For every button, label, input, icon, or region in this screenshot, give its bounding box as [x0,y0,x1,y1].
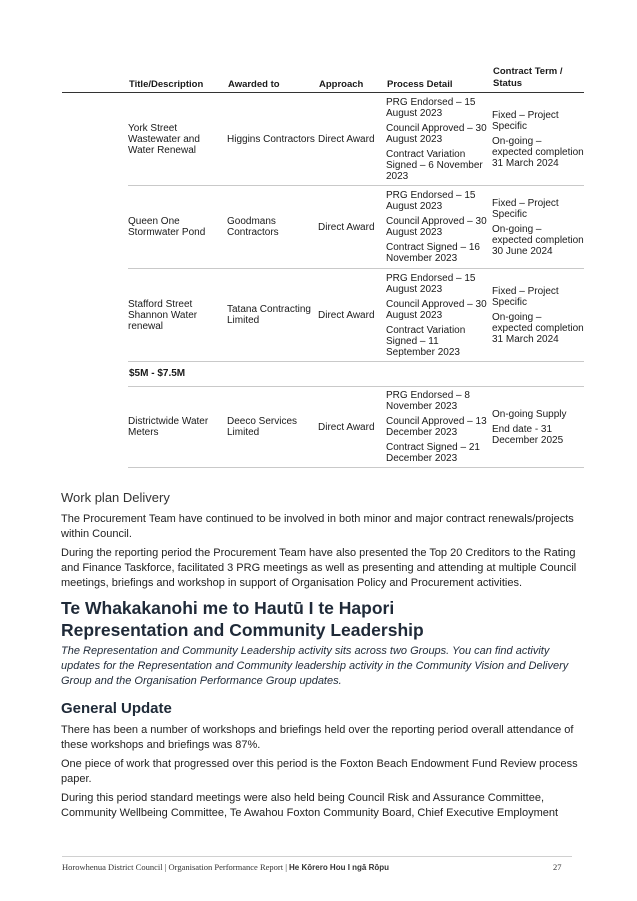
table-row [128,186,584,269]
cell-approach: Direct Award [318,221,375,233]
workplan-heading: Work plan Delivery [61,490,170,505]
cell-term: On-going Supply End date - 31 December 2025 [492,408,567,446]
table-row [128,93,584,186]
footer-text [62,862,389,872]
cell-term: Fixed – Project Specific On-going – expected completion 30 June 2024 [492,197,584,257]
footer-org: Horowhenua District Council | Organisation Performance Report | [62,862,287,872]
header-title: Title/Description [129,79,204,90]
cell-title: York Street Wastewater and Water Renewal [128,122,200,156]
header-process: Process Detail [387,79,453,90]
footer-rule [62,856,572,857]
cell-approach: Direct Award [318,309,375,321]
workplan-paragraph-1: The Procurement Team have continued to be involved in both minor and major contract renewals/projects within Council. [61,513,574,540]
general-paragraph-1: There has been a number of workshops and briefings held over the reporting period overall attendance of these workshops and briefings was 87%. [61,724,574,751]
value-band-row [128,362,584,387]
section-title-maori: Te Whakakanohi me to Hautū I te Hapori [61,598,395,618]
general-paragraph-3: During this period standard meetings were also held being Council Risk and Assurance Committee, Community Wellbeing Committee, Te Awahou Foxton Community Board, Chief Executive Employment [61,792,559,819]
header-awarded: Awarded to [228,79,280,90]
cell-approach: Direct Award [318,133,375,145]
cell-title: Queen One Stormwater Pond [128,216,206,238]
cell-awarded: Tatana Contracting Limited [227,304,311,326]
cell-process: PRG Endorsed – 15 August 2023 Council Approved – 30 August 2023 Contract Variation Signed – 6 November 2023 [386,96,487,182]
cell-term: Fixed – Project Specific On-going – expected completion 31 March 2024 [492,109,584,169]
workplan-paragraph-2: During the reporting period the Procurement Team have also presented the Top 20 Creditors to the Rating and Finance Taskforce, facilitated 3 PRG meetings as well as presenting and attending at multiple Council meetings, briefings and workshop in support of Organisation Policy and Procurement activities. [61,547,577,589]
cell-awarded: Goodmans Contractors [227,216,279,238]
cell-process: PRG Endorsed – 15 August 2023 Council Approved – 30 August 2023 Contract Signed – 16 November 2023 [386,190,487,264]
cell-process: PRG Endorsed – 8 November 2023 Council Approved – 13 December 2023 Contract Signed – 21 December 2023 [386,390,487,464]
table-header [128,62,584,92]
cell-approach: Direct Award [318,421,375,433]
general-update-heading: General Update [61,700,172,717]
table-row [128,387,584,468]
cell-term: Fixed – Project Specific On-going – expected completion 31 March 2024 [492,285,584,345]
page-number: 27 [553,862,562,872]
value-band-label: $5M - $7.5M [129,368,186,379]
cell-awarded: Deeco Services Limited [227,416,298,438]
section-intro: The Representation and Community Leadership activity sits across two Groups. You can find activity updates for the Representation and Community leadership activity in the Community Vision and Delivery Group and the Organisation Performance Group updates. [61,645,569,687]
general-paragraph-2: One piece of work that progressed over this period is the Foxton Beach Endowment Fund Review process paper. [61,758,578,785]
table-row [128,269,584,362]
header-term: Contract Term / Status [493,66,563,89]
cell-process: PRG Endorsed – 15 August 2023 Council Approved – 30 August 2023 Contract Variation Signed – 11 September 2023 [386,272,487,358]
cell-awarded: Higgins Contractors [227,133,315,145]
section-title-english: Representation and Community Leadership [61,620,424,640]
cell-title: Stafford Street Shannon Water renewal [128,298,198,332]
header-approach: Approach [319,79,364,90]
footer-tagline: He Kōrero Hou I ngā Rōpu [289,863,390,872]
cell-title: Districtwide Water Meters [128,416,209,438]
